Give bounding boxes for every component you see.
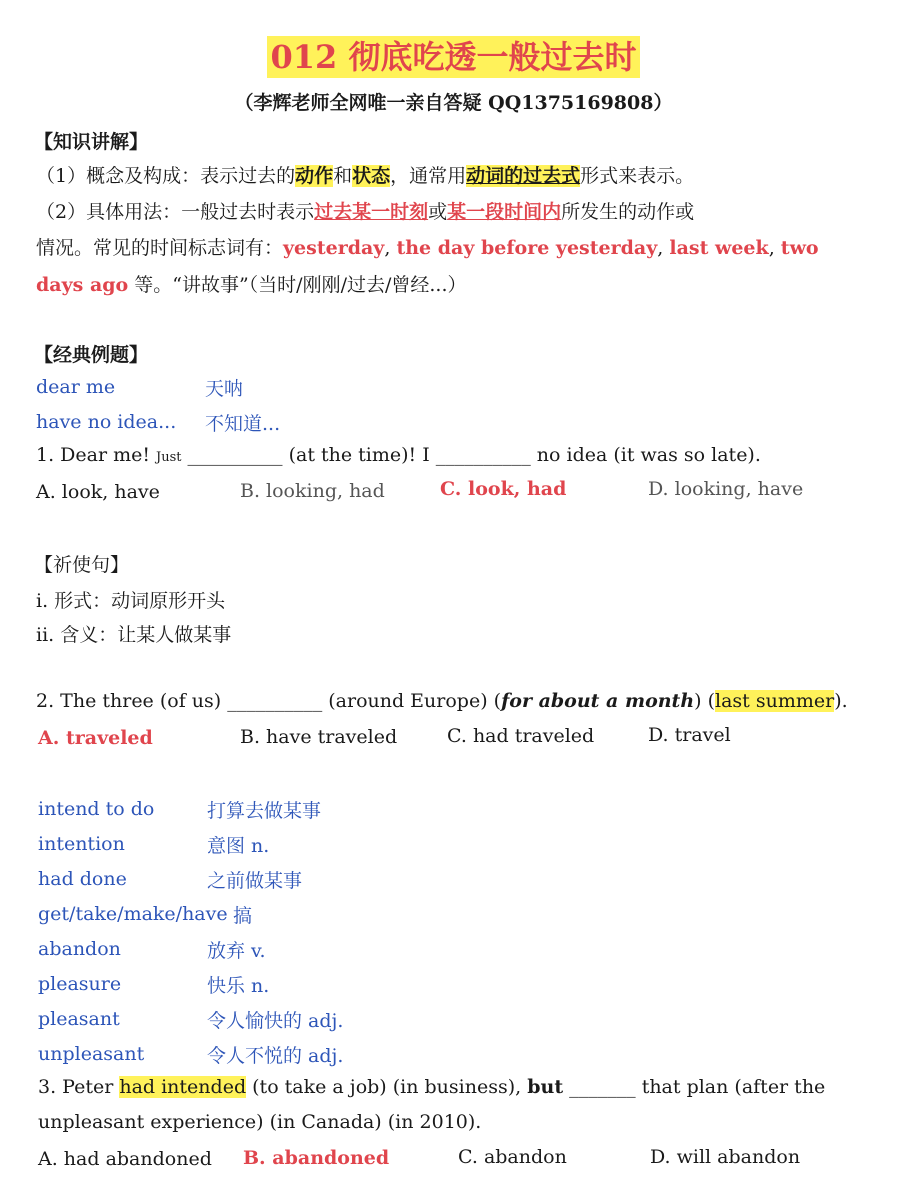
vocab-zh: 打算去做某事 <box>207 800 322 822</box>
vocab-en: dear me <box>36 376 116 398</box>
vocab-zh: 搞 <box>233 905 253 927</box>
vocab-zh: 意图 n. <box>207 835 270 857</box>
vocab-en: pleasant <box>38 1008 120 1030</box>
section-examples: 【经典例题】 <box>34 344 149 366</box>
q2-option-c: C. had traveled <box>447 725 595 747</box>
q2-option-d: D. travel <box>648 724 731 746</box>
vocab-en: abandon <box>38 938 121 960</box>
q1-option-a: A. look, have <box>36 481 160 503</box>
q2-option-a-answer: A. traveled <box>38 727 153 749</box>
highlight-state: 状态 <box>352 165 391 187</box>
question-1: 1. Dear me! Just __________ (at the time)! I __________ no idea (it was so late). <box>36 444 761 466</box>
q3-option-a: A. had abandoned <box>38 1148 212 1170</box>
vocab-zh: 令人愉快的 adj. <box>207 1010 344 1032</box>
highlight-action: 动作 <box>295 165 334 187</box>
highlight-had-intended: had intended <box>119 1076 247 1098</box>
vocab-en: get/take/make/have <box>38 903 228 925</box>
vocab-en: pleasure <box>38 973 122 995</box>
vocab-zh: 之前做某事 <box>207 870 303 892</box>
vocab-en: intention <box>38 833 125 855</box>
q1-option-c-answer: C. look, had <box>440 478 567 500</box>
vocab-zh: 快乐 n. <box>207 975 270 997</box>
section-knowledge: 【知识讲解】 <box>34 131 149 153</box>
knowledge-line-4: days ago 等。“讲故事”（当时/刚刚/过去/曾经...） <box>36 274 467 296</box>
vocab-zh: 不知道... <box>205 413 281 435</box>
highlight-last-summer: last summer <box>715 690 835 712</box>
question-2: 2. The three (of us) __________ (around Europe) (for about a month) (last summer). <box>36 690 848 712</box>
q2-option-b: B. have traveled <box>240 726 398 748</box>
question-3-continued: unpleasant experience) (in Canada) (in 2010). <box>38 1111 482 1133</box>
q3-option-d: D. will abandon <box>650 1146 801 1168</box>
q3-option-b-answer: B. abandoned <box>243 1147 390 1169</box>
vocab-en: unpleasant <box>38 1043 145 1065</box>
knowledge-line-3: 情况。常见的时间标志词有：yesterday, the day before yesterday, last week, two <box>36 237 819 259</box>
question-3: 3. Peter had intended (to take a job) (in business), but _______ that plan (after the <box>38 1076 826 1098</box>
knowledge-line-2: （2）具体用法：一般过去时表示过去某一时刻或某一段时间内所发生的动作或 <box>36 201 695 223</box>
vocab-zh: 天呐 <box>205 378 244 400</box>
page-subtitle: （李辉老师全网唯一亲自答疑 QQ1375169808） <box>234 92 673 114</box>
vocab-en: had done <box>38 868 127 890</box>
section-imperative: 【祈使句】 <box>34 554 130 576</box>
q1-option-d: D. looking, have <box>648 478 804 500</box>
vocab-en: intend to do <box>38 798 155 820</box>
knowledge-line-1: （1）概念及构成：表示过去的动作和状态，通常用动词的过去式形式来表示。 <box>36 165 695 187</box>
imperative-meaning: ii. 含义：让某人做某事 <box>36 624 232 646</box>
highlight-period: 某一段时间内 <box>447 201 562 223</box>
vocab-zh: 放弃 v. <box>207 940 266 962</box>
q1-option-b: B. looking, had <box>240 480 385 502</box>
highlight-moment: 过去某一时刻 <box>314 201 429 223</box>
vocab-zh: 令人不悦的 adj. <box>207 1045 344 1067</box>
vocab-en: have no idea... <box>36 411 177 433</box>
q3-option-c: C. abandon <box>458 1146 567 1168</box>
page-title: 012 彻底吃透一般过去时 <box>0 32 907 78</box>
imperative-form: i. 形式：动词原形开头 <box>36 590 226 612</box>
highlight-past-form: 动词的过去式 <box>466 165 581 187</box>
